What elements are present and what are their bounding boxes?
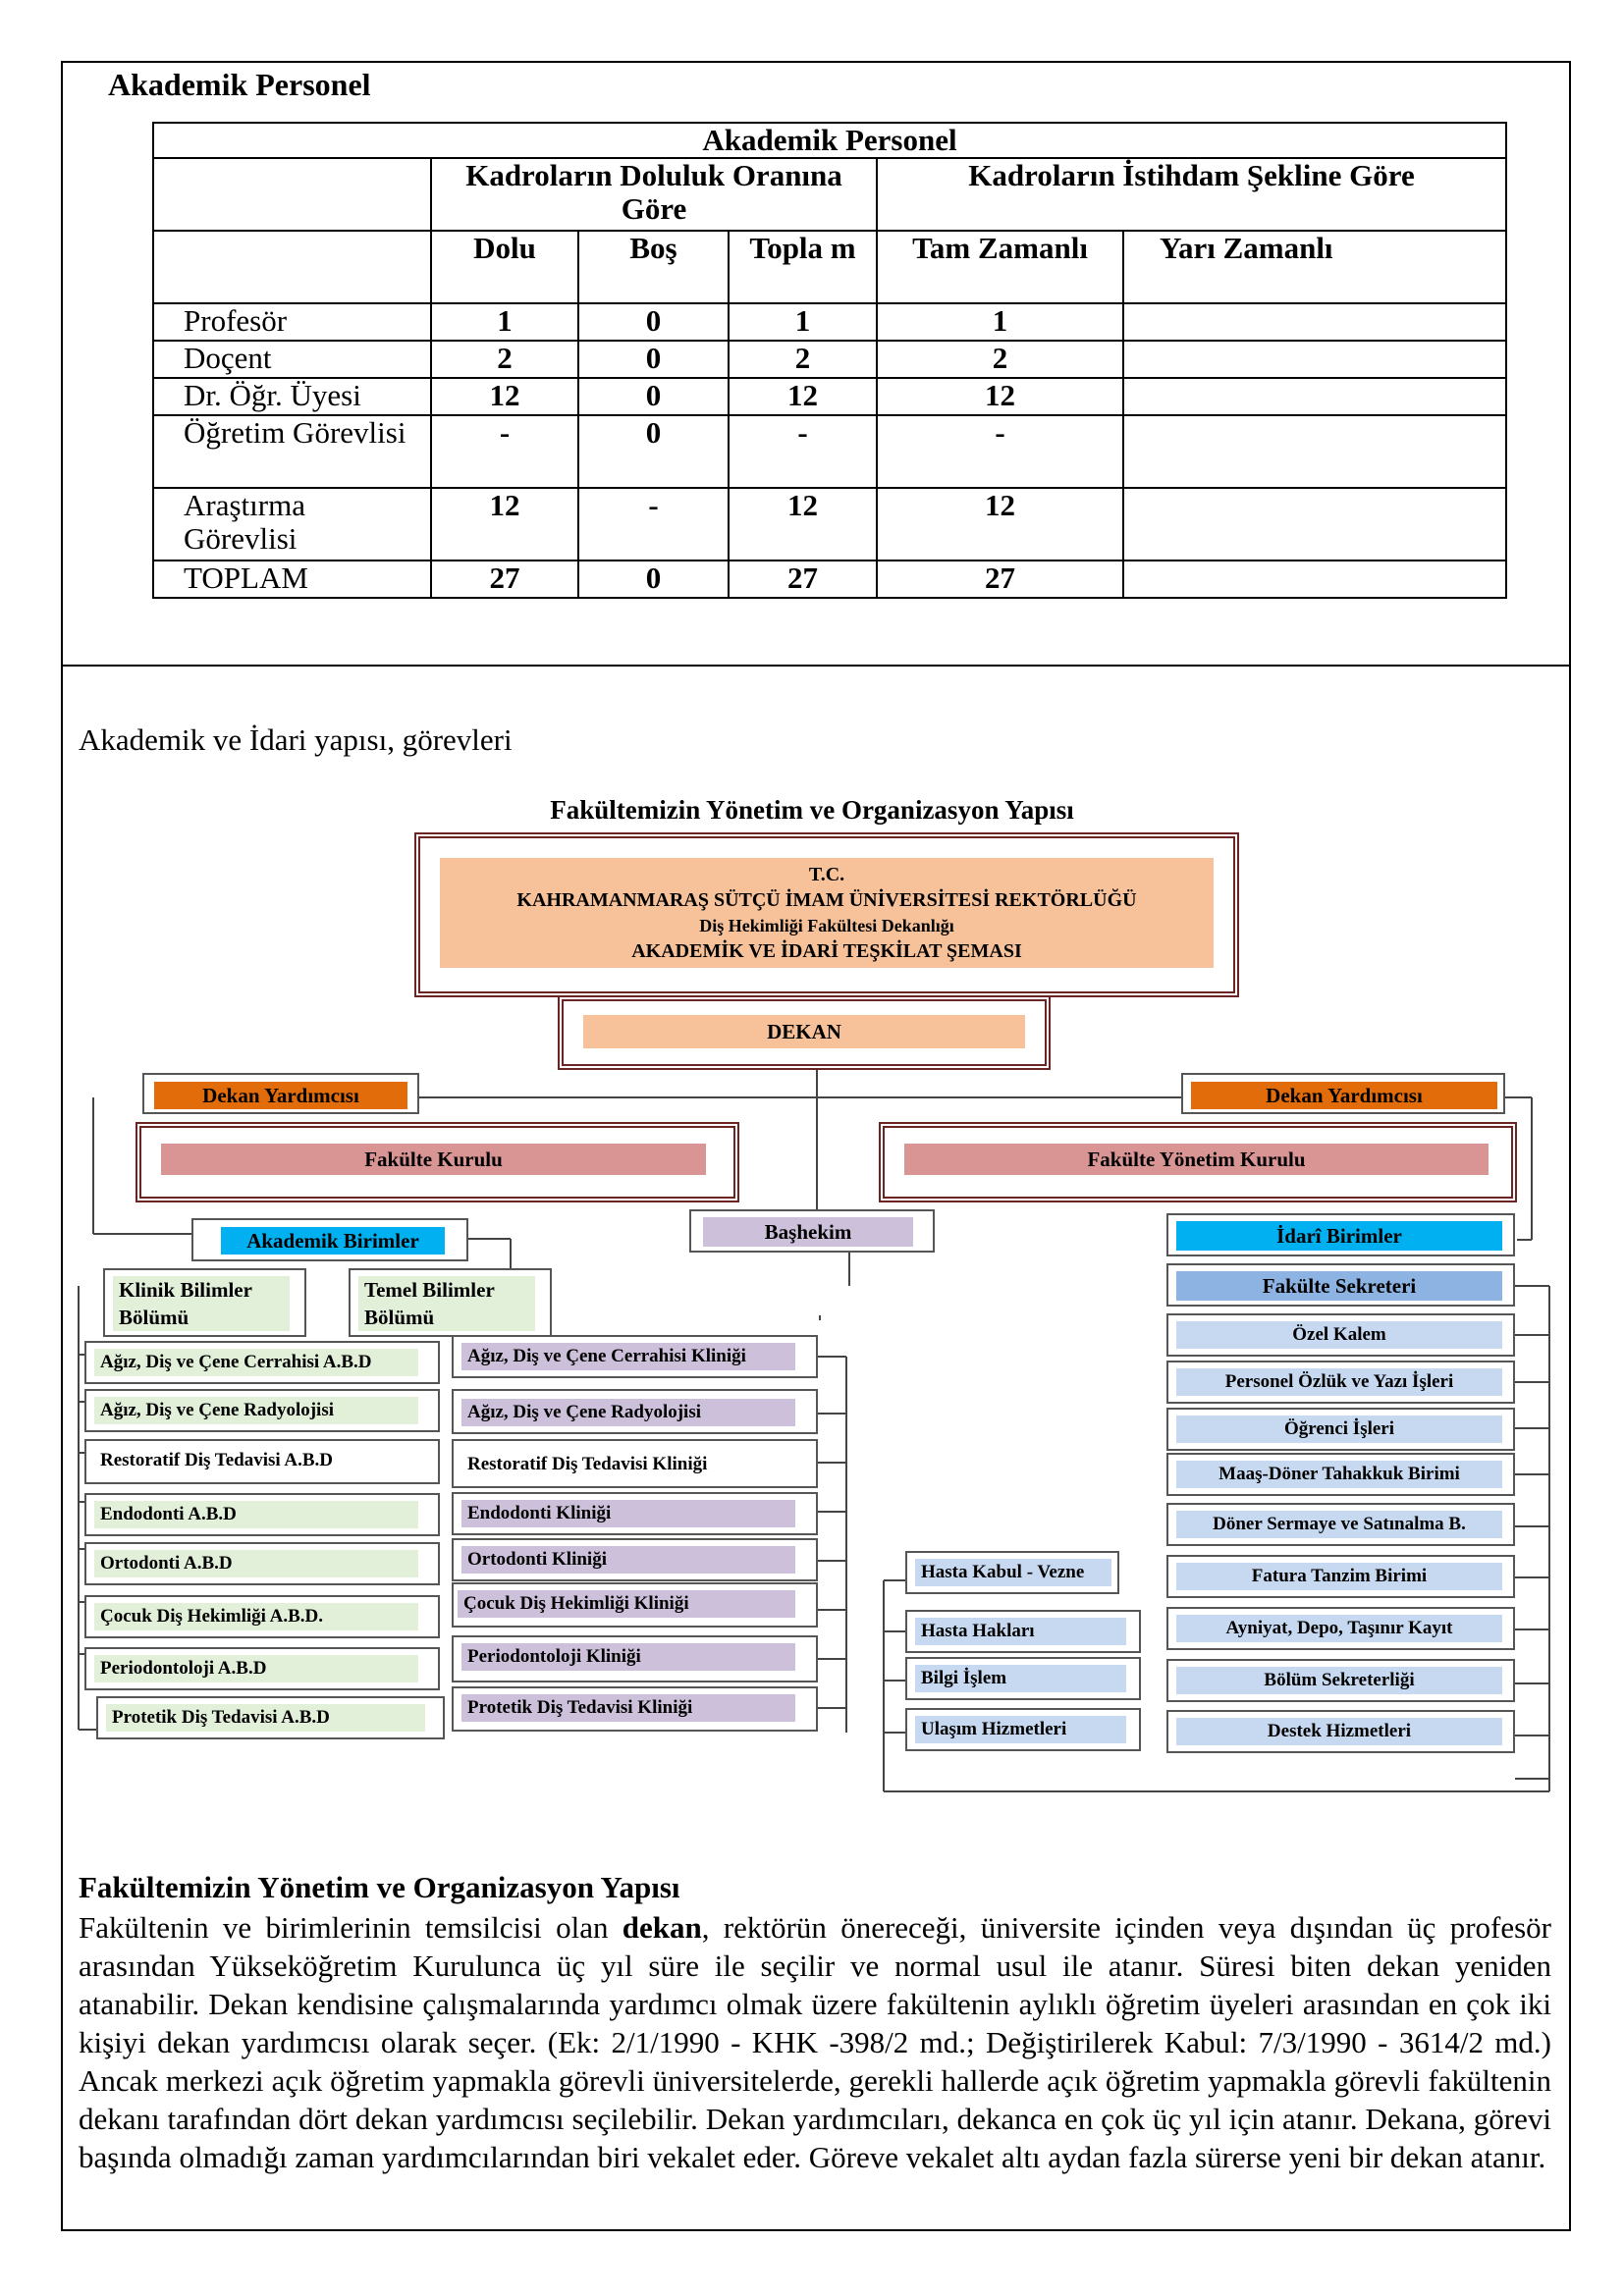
header-line-tc: T.C. [808, 864, 845, 885]
klinik-label: Periodontoloji Kliniği [461, 1643, 795, 1671]
idari-birimler-box [1166, 1213, 1515, 1256]
header-fill [440, 858, 1214, 968]
cell-dolu: 12 [431, 378, 578, 415]
akademik-birimler-box [191, 1218, 468, 1261]
idari-label: Döner Sermaye ve Satınalma B. [1176, 1511, 1502, 1538]
cell-toplam: 1 [729, 303, 877, 341]
cell-bos: 0 [578, 341, 729, 378]
hasta-label: Hasta Kabul - Vezne [915, 1559, 1111, 1586]
dekan-yardimcisi-right-label: Dekan Yardımcısı [1191, 1082, 1497, 1109]
klinik-label: Protetik Diş Tedavisi Kliniği [461, 1694, 795, 1722]
idari-item [1166, 1503, 1515, 1546]
paragraph-part-1: Fakültenin ve birimlerinin temsilcisi olan [79, 1910, 623, 1945]
abd-item [84, 1647, 440, 1690]
klinik-label: Ağız, Diş ve Çene Cerrahisi Kliniği [461, 1343, 795, 1370]
klinik-bilimler-bolumu-box [103, 1268, 306, 1337]
abd-item [84, 1389, 440, 1432]
idari-label: Ayniyat, Depo, Taşınır Kayıt [1176, 1615, 1502, 1642]
abd-label: Endodonti A.B.D [94, 1501, 418, 1528]
cell-dolu: 2 [431, 341, 578, 378]
cell-tam: - [877, 415, 1123, 488]
idari-label: Maaş-Döner Tahakkuk Birimi [1176, 1461, 1502, 1488]
cell-tam: 12 [877, 488, 1123, 561]
dekan-yardimcisi-left-box [142, 1073, 419, 1114]
cell-dolu: 27 [431, 561, 578, 598]
cell-dolu: 12 [431, 488, 578, 561]
cell-toplam: 2 [729, 341, 877, 378]
cell-dolu: - [431, 415, 578, 488]
temel-bilimler-bolumu-box [349, 1268, 552, 1337]
bashekim-label: Başhekim [703, 1217, 913, 1247]
hasta-label: Bilgi İşlem [915, 1665, 1126, 1692]
dekan-label: DEKAN [583, 1015, 1025, 1048]
col-dolu: Dolu [431, 231, 578, 303]
header-line-sema: AKADEMİK VE İDARİ TEŞKİLAT ŞEMASI [631, 940, 1022, 962]
idari-item [1166, 1710, 1515, 1753]
klinik-item [452, 1635, 818, 1682]
abd-label: Ağız, Diş ve Çene Cerrahisi A.B.D [94, 1349, 418, 1376]
abd-item [84, 1493, 440, 1536]
header-line-dekanlik: Diş Hekimliği Fakültesi Dekanlığı [699, 916, 954, 935]
structure-subheading: Akademik ve İdari yapısı, görevleri [79, 722, 513, 757]
idari-item [1166, 1453, 1515, 1496]
hasta-label: Ulaşım Hizmetleri [915, 1716, 1126, 1743]
header-box [414, 832, 1239, 997]
cell-toplam: 12 [729, 488, 877, 561]
cell-toplam: 12 [729, 378, 877, 415]
klinik-item [452, 1335, 818, 1378]
idari-label: Fatura Tanzim Birimi [1176, 1563, 1502, 1590]
cell-tam: 1 [877, 303, 1123, 341]
cell-bos: 0 [578, 561, 729, 598]
body-paragraph [79, 1908, 1551, 2176]
paragraph-part-2: , rektörün önereceği, üniversite içinden veya dışından üç profesör arasından Yükseköğretim Kurulunca üç yıl süre ile seçilir ve normal usul ile atanır. Süresi biten dekan yeniden atanabilir. Dekan kendisine çalışmalarında yardımcı olmak üzere fakültenin aylıklı öğretim üyeleri arasından en çok iki kişiyi dekan yardımcısı olarak seçer. (Ek: 2/1/1990 - KHK -398/2 md.; Değiştirilerek Kabul: 7/3/1990 - 3614/2 md.) Ancak merkezi açık öğretim yapmakla görevli üniversitelerde, gerekli hallerde açık öğretim yapmakla görevli fakültenin dekanı tarafından dört dekan yardımcısı seçilebilir. Dekan yardımcıları, dekanca en çok üç yıl için atanır. Dekana, görevi başında olmadığı zaman yardımcılarından biri vekalet eder. Göreve vekalet altı aydan fazla sürerse yeni bir dekan atanır. [79, 1910, 1551, 2174]
hasta-item [905, 1708, 1141, 1751]
dekan-box [558, 995, 1051, 1070]
section-title: Akademik Personel [108, 67, 371, 102]
cell-bos: 0 [578, 378, 729, 415]
group-istihdam: Kadroların İstihdam Şekline Göre [877, 158, 1506, 231]
row-label: Araştırma Görevlisi [153, 488, 431, 561]
dekan-yardimcisi-right-box [1181, 1073, 1505, 1114]
dekan-yardimcisi-left-label: Dekan Yardımcısı [154, 1082, 407, 1109]
abd-item [84, 1341, 440, 1384]
header-line-rektorluk: KAHRAMANMARAŞ SÜTÇÜ İMAM ÜNİVERSİTESİ REKTÖRLÜĞÜ [516, 889, 1137, 911]
cell-bos: 0 [578, 415, 729, 488]
idari-item [1166, 1607, 1515, 1650]
klinik-item [452, 1439, 818, 1488]
klinik-label: Ortodonti Kliniği [461, 1546, 795, 1574]
org-chart-title: Fakültemizin Yönetim ve Organizasyon Yapısı [550, 795, 1074, 825]
cell-tam: 27 [877, 561, 1123, 598]
idari-item [1166, 1659, 1515, 1702]
idari-label: Öğrenci İşleri [1176, 1415, 1502, 1443]
fakulte-kurulu-box [135, 1122, 739, 1202]
hasta-label: Hasta Hakları [915, 1618, 1126, 1645]
paragraph-bold-dekan: dekan [622, 1910, 702, 1945]
abd-label: Ağız, Diş ve Çene Radyolojisi [94, 1397, 418, 1424]
idari-label: Özel Kalem [1176, 1321, 1502, 1349]
row-label: Doçent [153, 341, 431, 378]
cell-bos: 0 [578, 303, 729, 341]
cell-tam: 2 [877, 341, 1123, 378]
klinik-item [452, 1686, 818, 1732]
bottom-heading: Fakültemizin Yönetim ve Organizasyon Yapısı [79, 1870, 680, 1904]
fakulte-sekreteri-box [1166, 1263, 1515, 1307]
klinik-label: Endodonti Kliniği [461, 1500, 795, 1527]
fakulte-yonetim-kurulu-label: Fakülte Yönetim Kurulu [904, 1144, 1489, 1175]
klinik-item [452, 1389, 818, 1434]
klinik-label: Ağız, Diş ve Çene Radyolojisi [461, 1399, 795, 1426]
cell-bos: - [578, 488, 729, 561]
abd-label: Çocuk Diş Hekimliği A.B.D. [94, 1603, 418, 1630]
fakulte-sekreteri-label: Fakülte Sekreteri [1176, 1271, 1502, 1301]
abd-label: Periodontoloji A.B.D [94, 1655, 418, 1682]
hasta-item [905, 1551, 1119, 1594]
abd-item [84, 1542, 440, 1585]
row-label: Profesör [153, 303, 431, 341]
fakulte-yonetim-kurulu-box [879, 1122, 1517, 1202]
row-label: Dr. Öğr. Üyesi [153, 378, 431, 415]
fakulte-kurulu-label: Fakülte Kurulu [161, 1144, 706, 1175]
table-title: Akademik Personel [153, 123, 1506, 158]
akademik-birimler-label: Akademik Birimler [221, 1227, 445, 1255]
cell-toplam: - [729, 415, 877, 488]
idari-label: Personel Özlük ve Yazı İşleri [1176, 1368, 1502, 1396]
bashekim-box [689, 1209, 935, 1253]
row-label: Öğretim Görevlisi [153, 415, 431, 488]
idari-item [1166, 1313, 1515, 1357]
col-toplam: Topla m [729, 231, 877, 303]
idari-item [1166, 1555, 1515, 1598]
cell-dolu: 1 [431, 303, 578, 341]
klinik-item [452, 1538, 818, 1581]
cell-tam: 12 [877, 378, 1123, 415]
hasta-item [905, 1657, 1141, 1700]
col-yari-zamanli: Yarı Zamanlı [1123, 231, 1506, 303]
abd-label: Ortodonti A.B.D [94, 1550, 418, 1577]
temel-bilimler-bolumu-label: Temel Bilimler Bölümü [358, 1276, 535, 1331]
cell-toplam: 27 [729, 561, 877, 598]
klinik-item [452, 1582, 818, 1628]
klinik-bilimler-bolumu-label: Klinik Bilimler Bölümü [113, 1276, 290, 1331]
abd-label: Restoratif Diş Tedavisi A.B.D [94, 1447, 418, 1474]
abd-item [96, 1696, 445, 1739]
hasta-item [905, 1610, 1141, 1653]
abd-item [84, 1595, 440, 1638]
idari-label: Bölüm Sekreterliği [1176, 1667, 1502, 1694]
idari-label: Destek Hizmetleri [1176, 1718, 1502, 1745]
klinik-item [452, 1492, 818, 1535]
abd-label: Protetik Diş Tedavisi A.B.D [106, 1704, 425, 1732]
col-tam-zamanli: Tam Zamanlı [877, 231, 1123, 303]
col-bos: Boş [578, 231, 729, 303]
klinik-label: Çocuk Diş Hekimliği Kliniği [458, 1590, 795, 1618]
idari-item [1166, 1408, 1515, 1451]
abd-item [84, 1439, 440, 1484]
klinik-label: Restoratif Diş Tedavisi Kliniği [461, 1451, 795, 1478]
group-doluluk: Kadroların Doluluk Oranına Göre [431, 158, 877, 231]
row-label: TOPLAM [153, 561, 431, 598]
idari-item [1166, 1361, 1515, 1404]
idari-birimler-label: İdarî Birimler [1176, 1221, 1502, 1251]
